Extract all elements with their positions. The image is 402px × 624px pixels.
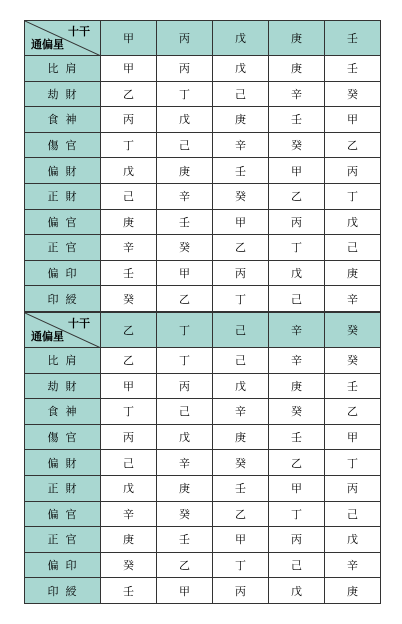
table-cell: 癸 [213, 450, 269, 476]
row-label: 傷官 [25, 132, 101, 158]
table-cell: 乙 [269, 450, 325, 476]
table-cell: 丙 [101, 107, 157, 133]
column-header: 丁 [157, 313, 213, 348]
row-label: 正財 [25, 475, 101, 501]
table-row [25, 235, 381, 261]
table-row [25, 209, 381, 235]
table-cell: 癸 [157, 235, 213, 261]
table-cell: 庚 [325, 260, 381, 286]
corner-top-label: 十干 [68, 25, 90, 38]
table-cell: 己 [101, 450, 157, 476]
table-row [25, 132, 381, 158]
row-label: 偏印 [25, 260, 101, 286]
corner-header [25, 313, 101, 348]
table-cell: 丙 [325, 158, 381, 184]
table-cell: 壬 [269, 424, 325, 450]
corner-bottom-label: 通偏星 [31, 38, 64, 51]
table-cell: 丙 [325, 475, 381, 501]
table-row [25, 424, 381, 450]
table-cell: 庚 [269, 373, 325, 399]
row-label: 偏財 [25, 158, 101, 184]
table-cell: 己 [269, 552, 325, 578]
row-label: 偏官 [25, 501, 101, 527]
table-cell: 庚 [101, 527, 157, 553]
table-cell: 乙 [325, 132, 381, 158]
table-cell: 乙 [157, 286, 213, 312]
table-cell: 癸 [101, 286, 157, 312]
table-cell: 戊 [101, 475, 157, 501]
table-cell: 壬 [213, 158, 269, 184]
column-header: 壬 [325, 21, 381, 56]
table-cell: 戊 [325, 209, 381, 235]
table-cell: 庚 [157, 158, 213, 184]
table-cell: 甲 [325, 107, 381, 133]
table-cell: 癸 [101, 552, 157, 578]
table-cell: 丙 [101, 424, 157, 450]
table-cell: 癸 [157, 501, 213, 527]
table-cell: 丙 [269, 527, 325, 553]
table-cell: 癸 [213, 183, 269, 209]
table-cell: 壬 [101, 578, 157, 604]
table-cell: 辛 [213, 399, 269, 425]
table-cell: 己 [325, 501, 381, 527]
table-cell: 丁 [213, 286, 269, 312]
table-cell: 甲 [157, 578, 213, 604]
table-cell: 己 [213, 81, 269, 107]
row-label: 比肩 [25, 348, 101, 374]
column-header: 己 [213, 313, 269, 348]
table-cell: 丁 [269, 501, 325, 527]
table-cell: 甲 [213, 527, 269, 553]
table-row [25, 475, 381, 501]
table-row [25, 578, 381, 604]
row-label: 偏印 [25, 552, 101, 578]
table-cell: 戊 [213, 373, 269, 399]
table-row [25, 527, 381, 553]
table-cell: 乙 [213, 235, 269, 261]
table-cell: 壬 [101, 260, 157, 286]
table-cell: 丁 [101, 399, 157, 425]
row-label: 印綬 [25, 578, 101, 604]
table-row [25, 286, 381, 312]
table-cell: 辛 [325, 552, 381, 578]
row-label: 正財 [25, 183, 101, 209]
table-cell: 甲 [157, 260, 213, 286]
table-cell: 癸 [269, 399, 325, 425]
row-label: 食神 [25, 399, 101, 425]
row-label: 偏財 [25, 450, 101, 476]
table-cell: 癸 [325, 81, 381, 107]
table-cell: 辛 [269, 81, 325, 107]
table-cell: 庚 [269, 56, 325, 82]
table-cell: 辛 [157, 450, 213, 476]
table-cell: 戊 [213, 56, 269, 82]
table-cell: 己 [157, 132, 213, 158]
table-cell: 庚 [213, 424, 269, 450]
table-cell: 己 [101, 183, 157, 209]
row-label: 劫財 [25, 81, 101, 107]
header-row [25, 313, 381, 348]
table-cell: 乙 [269, 183, 325, 209]
corner-bottom-label: 通偏星 [31, 330, 64, 343]
table-cell: 丙 [157, 373, 213, 399]
row-label: 劫財 [25, 373, 101, 399]
table-cell: 丙 [213, 578, 269, 604]
table-cell: 丁 [269, 235, 325, 261]
table-cell: 庚 [157, 475, 213, 501]
column-header: 甲 [101, 21, 157, 56]
table-cell: 丙 [157, 56, 213, 82]
table-row [25, 158, 381, 184]
table-cell: 丁 [325, 450, 381, 476]
table-cell: 戊 [269, 578, 325, 604]
star-table-2 [24, 312, 381, 604]
table-cell: 乙 [325, 399, 381, 425]
table-cell: 癸 [325, 348, 381, 374]
table-row [25, 348, 381, 374]
table-cell: 辛 [157, 183, 213, 209]
table-cell: 壬 [325, 56, 381, 82]
table-cell: 壬 [325, 373, 381, 399]
table-cell: 庚 [101, 209, 157, 235]
table-cell: 甲 [269, 475, 325, 501]
column-header: 丙 [157, 21, 213, 56]
table-cell: 辛 [269, 348, 325, 374]
table-row [25, 399, 381, 425]
table-row [25, 501, 381, 527]
table-cell: 戊 [157, 107, 213, 133]
column-header: 乙 [101, 313, 157, 348]
table-cell: 己 [325, 235, 381, 261]
table-cell: 己 [269, 286, 325, 312]
table-cell: 乙 [157, 552, 213, 578]
header-row [25, 21, 381, 56]
row-label: 偏官 [25, 209, 101, 235]
table-row [25, 260, 381, 286]
table-cell: 戊 [325, 527, 381, 553]
table-row [25, 56, 381, 82]
row-label: 食神 [25, 107, 101, 133]
column-header: 戊 [213, 21, 269, 56]
row-label: 正官 [25, 527, 101, 553]
table-row [25, 373, 381, 399]
table-cell: 戊 [101, 158, 157, 184]
table-cell: 己 [213, 348, 269, 374]
table-cell: 甲 [325, 424, 381, 450]
row-label: 印綬 [25, 286, 101, 312]
row-label: 傷官 [25, 424, 101, 450]
table-cell: 甲 [213, 209, 269, 235]
column-header: 癸 [325, 313, 381, 348]
row-label: 正官 [25, 235, 101, 261]
table-row [25, 450, 381, 476]
table-cell: 壬 [213, 475, 269, 501]
table-row [25, 183, 381, 209]
table-cell: 庚 [213, 107, 269, 133]
table-cell: 戊 [269, 260, 325, 286]
column-header: 辛 [269, 313, 325, 348]
table-cell: 己 [157, 399, 213, 425]
table-cell: 乙 [101, 348, 157, 374]
star-table-1 [24, 20, 381, 312]
table-cell: 甲 [101, 373, 157, 399]
table-row [25, 552, 381, 578]
table-cell: 辛 [101, 501, 157, 527]
table-cell: 甲 [269, 158, 325, 184]
table-row [25, 81, 381, 107]
table-row [25, 107, 381, 133]
table-cell: 丁 [157, 348, 213, 374]
table-cell: 辛 [325, 286, 381, 312]
table-cell: 丁 [101, 132, 157, 158]
table-cell: 癸 [269, 132, 325, 158]
table-cell: 乙 [213, 501, 269, 527]
table-cell: 甲 [101, 56, 157, 82]
table-cell: 丁 [325, 183, 381, 209]
table-cell: 丁 [213, 552, 269, 578]
table-cell: 丙 [213, 260, 269, 286]
table-cell: 辛 [101, 235, 157, 261]
table-cell: 辛 [213, 132, 269, 158]
table-cell: 壬 [157, 209, 213, 235]
table-cell: 丙 [269, 209, 325, 235]
table-cell: 丁 [157, 81, 213, 107]
column-header: 庚 [269, 21, 325, 56]
row-label: 比肩 [25, 56, 101, 82]
table-cell: 戊 [157, 424, 213, 450]
corner-top-label: 十干 [68, 317, 90, 330]
table-cell: 庚 [325, 578, 381, 604]
table-cell: 壬 [269, 107, 325, 133]
corner-header [25, 21, 101, 56]
table-cell: 壬 [157, 527, 213, 553]
table-cell: 乙 [101, 81, 157, 107]
